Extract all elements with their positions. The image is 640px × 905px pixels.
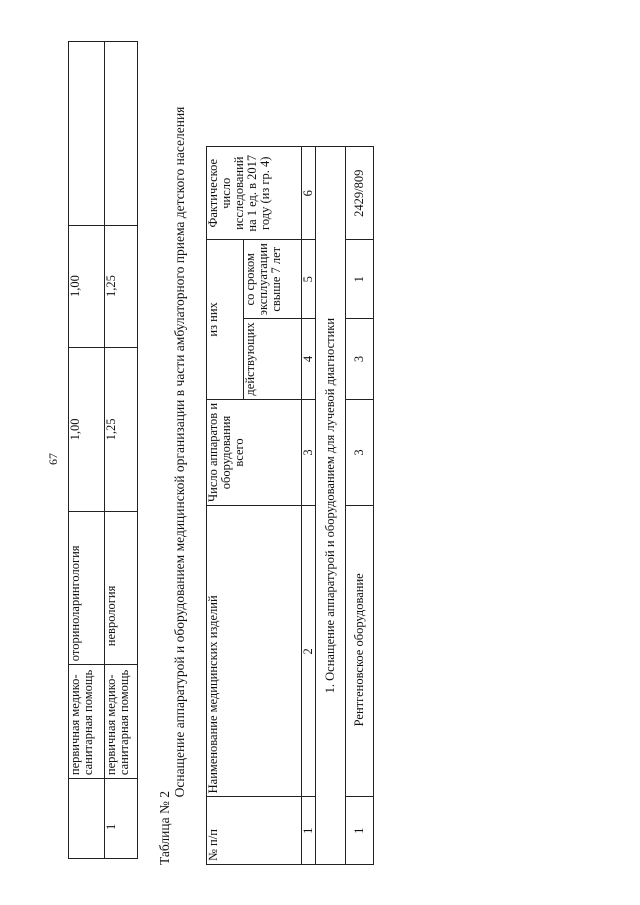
value-cell: 1,25 <box>105 225 138 347</box>
care-type-cell: первичная медико-санитарная помощь <box>105 665 138 779</box>
care-type-cell: первичная медико-санитарная помощь <box>69 665 105 779</box>
col-number: 6 <box>302 147 316 240</box>
row-number-cell: 1 <box>105 779 138 859</box>
column-number-row <box>302 42 316 865</box>
table-row <box>105 42 138 859</box>
col-number: 1 <box>302 797 316 865</box>
header-total: Число аппаратов и оборудования всего <box>207 399 302 506</box>
header-active: действующих <box>244 319 302 399</box>
row-number-cell <box>69 779 105 859</box>
header-actual: Фактическое число исследований на 1 ед. в 2017 году (из гр. 4) <box>207 147 302 240</box>
header-num: № п/п <box>207 797 302 865</box>
table-row <box>69 42 105 859</box>
item-name-cell: Рентгеновское оборудование <box>346 506 374 797</box>
table-label: Таблица № 2 <box>157 791 172 865</box>
specialty-cell: неврология <box>105 512 138 665</box>
section-title: 1. Оснащение аппаратурой и оборудованием для лучевой диагностики <box>316 147 346 865</box>
value-cell: 1,00 <box>69 347 105 512</box>
header-of-them: из них <box>207 240 244 399</box>
table-row <box>346 42 374 865</box>
total-cell: 3 <box>346 399 374 506</box>
page-number: 67 <box>46 453 60 465</box>
equipment-table <box>206 41 374 865</box>
over7-cell: 1 <box>346 240 374 319</box>
col-number: 2 <box>302 506 316 797</box>
header-row <box>207 42 244 865</box>
active-cell: 3 <box>346 319 374 399</box>
actual-cell: 2429/809 <box>346 147 374 240</box>
row-number-cell: 1 <box>346 797 374 865</box>
header-name: Наименование медицинских изделий <box>207 506 302 797</box>
section-row <box>316 42 346 865</box>
specialty-cell: оториноларингология <box>69 512 105 665</box>
header-over7: со сроком эксплуатации свыше 7 лет <box>244 240 302 319</box>
table-title: Оснащение аппаратурой и оборудованием медицинской организации в части амбулаторного приема детского населения <box>172 106 187 798</box>
empty-cell <box>69 42 105 226</box>
empty-cell <box>105 42 138 226</box>
value-cell: 1,25 <box>105 347 138 512</box>
col-number: 3 <box>302 399 316 506</box>
value-cell: 1,00 <box>69 225 105 347</box>
col-number: 4 <box>302 319 316 399</box>
col-number: 5 <box>302 240 316 319</box>
top-table <box>68 41 138 859</box>
